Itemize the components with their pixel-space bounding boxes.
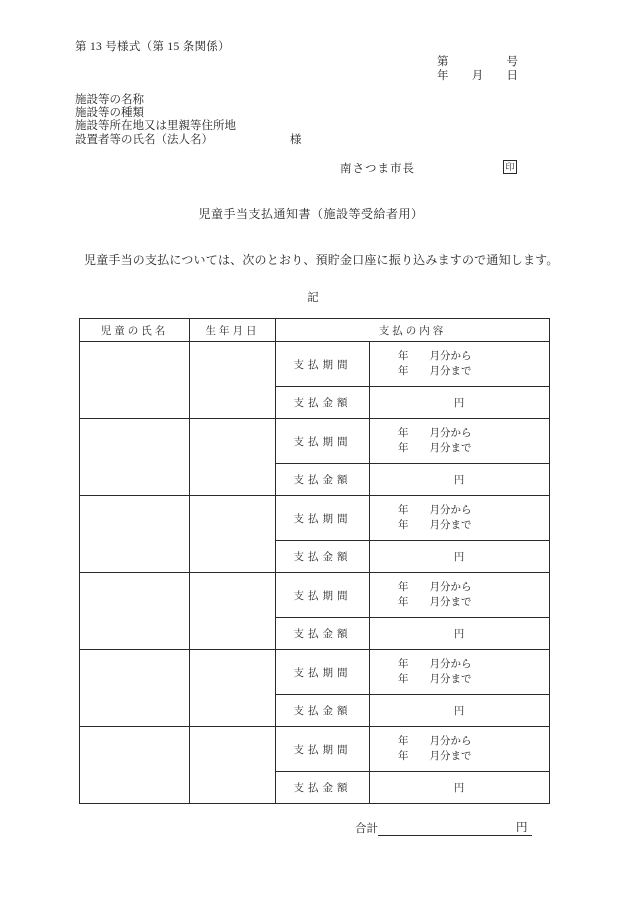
period-to-line: 年 月分まで (398, 597, 472, 608)
child-name-cell (80, 496, 190, 573)
issuer-name: 南さつま市長 (340, 163, 415, 175)
seal-mark: 印 (503, 160, 517, 174)
table-row-period (80, 573, 550, 618)
period-from-line: 年 月分から (398, 659, 472, 670)
header-birth-date: 生年月日 (190, 319, 276, 342)
birthdate-cell (190, 727, 276, 804)
period-to-line: 年 月分まで (398, 443, 472, 454)
period-to-line: 年 月分まで (398, 520, 472, 531)
honorific-sama: 様 (290, 133, 302, 146)
facility-type-label: 施設等の種類 (75, 107, 144, 120)
date-year-label: 年 (437, 70, 449, 82)
header-child-name: 児童の氏名 (80, 319, 190, 342)
table-row-period (80, 496, 550, 541)
period-from-line: 年 月分から (398, 582, 472, 593)
payment-amount-label: 支払金額 (276, 541, 370, 573)
table-row-period (80, 419, 550, 464)
payment-amount-label: 支払金額 (276, 695, 370, 727)
date-month-label: 月 (471, 70, 484, 82)
body-paragraph: 児童手当の支払については、次のとおり、預貯金口座に振り込みますので通知します。 (84, 253, 559, 267)
payment-amount-value: 円 (370, 618, 550, 650)
founder-name-label: 設置者等の氏名（法人名） (75, 133, 213, 146)
payment-period-label: 支払期間 (276, 573, 370, 618)
birthdate-cell (190, 342, 276, 419)
payment-period-label: 支払期間 (276, 727, 370, 772)
birthdate-cell (190, 496, 276, 573)
total-blank-field (378, 822, 512, 836)
payment-table (79, 318, 550, 804)
table-row-period (80, 650, 550, 695)
payment-amount-value: 円 (370, 695, 550, 727)
payment-amount-value: 円 (370, 464, 550, 496)
doc-number-prefix: 第 (437, 56, 449, 68)
doc-date-line (437, 69, 518, 83)
document-title: 児童手当支払通知書（施設等受給者用） (198, 207, 424, 221)
payment-amount-value: 円 (370, 387, 550, 419)
payment-period-label: 支払期間 (276, 496, 370, 541)
payment-period-value (370, 419, 550, 464)
child-name-cell (80, 419, 190, 496)
period-from-line: 年 月分から (398, 736, 472, 747)
child-name-cell (80, 573, 190, 650)
table-row-period (80, 342, 550, 387)
total-unit: 円 (512, 822, 532, 836)
period-to-line: 年 月分まで (398, 674, 472, 685)
payment-period-label: 支払期間 (276, 650, 370, 695)
founder-name-line (75, 133, 302, 147)
form-number: 第 13 号様式（第 15 条関係） (75, 41, 230, 53)
date-day-label: 日 (506, 70, 518, 82)
period-to-line: 年 月分まで (398, 751, 472, 762)
payment-period-value (370, 650, 550, 695)
period-from-line: 年 月分から (398, 505, 472, 516)
payment-amount-label: 支払金額 (276, 772, 370, 804)
payment-amount-label: 支払金額 (276, 387, 370, 419)
child-name-cell (80, 727, 190, 804)
doc-number-date-block (437, 55, 518, 83)
payment-period-value (370, 496, 550, 541)
total-label: 合計 (355, 823, 378, 835)
table-header-row (80, 319, 550, 342)
doc-number-line (437, 55, 518, 69)
child-name-cell (80, 342, 190, 419)
child-name-cell (80, 650, 190, 727)
facility-address-label: 施設等所在地又は里親等住所地 (75, 120, 236, 133)
doc-number-suffix: 号 (506, 56, 518, 68)
facility-name-label: 施設等の名称 (75, 94, 144, 106)
period-from-line: 年 月分から (398, 351, 472, 362)
payment-period-value (370, 727, 550, 772)
payment-amount-label: 支払金額 (276, 464, 370, 496)
payment-amount-label: 支払金額 (276, 618, 370, 650)
header-payment-details: 支払の内容 (276, 319, 550, 342)
birthdate-cell (190, 419, 276, 496)
birthdate-cell (190, 650, 276, 727)
total-line (355, 820, 532, 836)
payment-period-label: 支払期間 (276, 419, 370, 464)
payment-amount-value: 円 (370, 772, 550, 804)
period-from-line: 年 月分から (398, 428, 472, 439)
table-row-period (80, 727, 550, 772)
payment-amount-value: 円 (370, 541, 550, 573)
record-marker: 記 (307, 292, 319, 304)
addressee-block (75, 94, 302, 147)
period-to-line: 年 月分まで (398, 366, 472, 377)
payment-period-value (370, 573, 550, 618)
payment-period-value (370, 342, 550, 387)
payment-period-label: 支払期間 (276, 342, 370, 387)
birthdate-cell (190, 573, 276, 650)
